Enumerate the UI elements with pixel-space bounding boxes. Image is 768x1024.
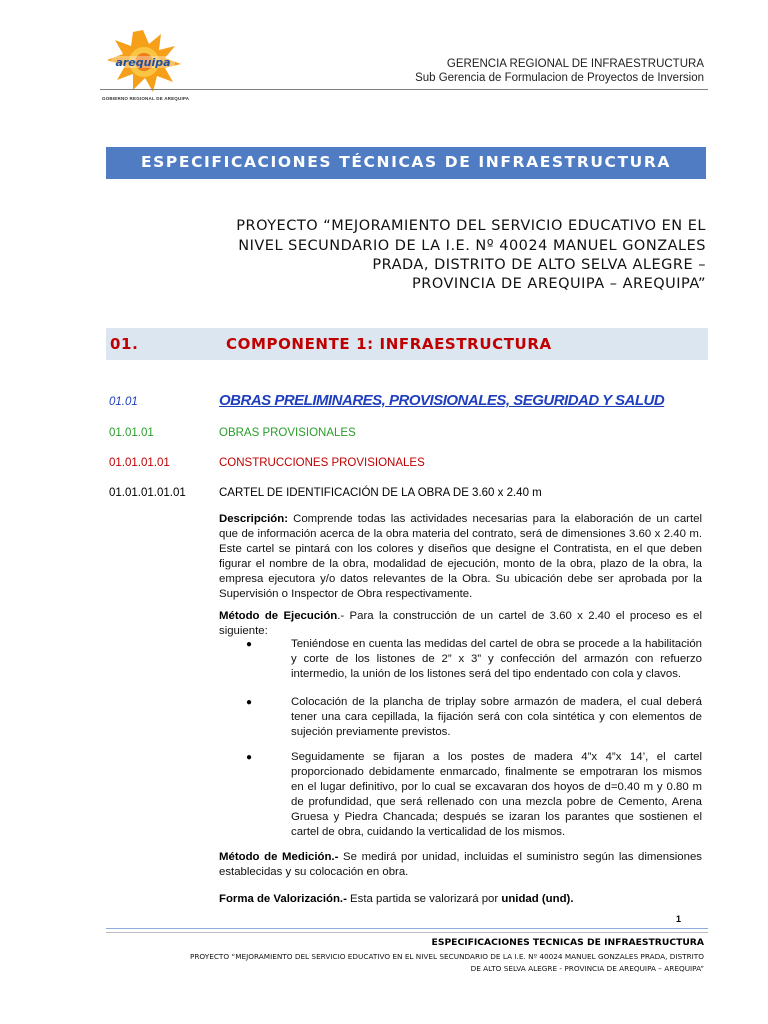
- method-label: Método de Ejecución: [219, 610, 338, 622]
- bullet-item-2: Colocación de la plancha de triplay sobre armazón de madera, el cual deberá tener una cara cepillada, la fijación será con cola sintética y con elementos de sujeción previamente previstos.: [291, 696, 702, 738]
- bullet-icon: ●: [246, 639, 253, 650]
- level-4-title: CARTEL DE IDENTIFICACIÓN DE LA OBRA DE 3.60 x 2.40 m: [219, 487, 542, 499]
- level-1-number: 01.01: [109, 396, 138, 408]
- level-3-title: CONSTRUCCIONES PROVISIONALES: [219, 457, 425, 469]
- description-paragraph: [219, 512, 702, 601]
- description-label: Descripción:: [219, 513, 288, 525]
- level-2-number: 01.01.01: [109, 427, 154, 439]
- document-title: ESPECIFICACIONES TÉCNICAS DE INFRAESTRUCTURA: [140, 153, 672, 171]
- level-2-title: OBRAS PROVISIONALES: [219, 427, 356, 439]
- description-text: Comprende todas las actividades necesarias para la elaboración de un cartel que de información acerca de la obra materia del contrato, será de dimensiones 3.60 x 2.40 m. Este cartel se pintará con los colores y diseños que designe el Contratista, en el que deben figurar el nombre de la obra, modalidad de ejecución, monto de la obra, plazo de la obra, la empresa ejecutora y/o datos relevantes de la Obra. Su ubicación debe ser aprobada por la Supervisión o Inspector de Obra respectivamente.: [219, 513, 702, 600]
- footer-line-2: DE ALTO SELVA ALEGRE - PROVINCIA DE AREQUIPA – AREQUIPA”: [470, 964, 704, 973]
- project-line-4: PROVINCIA DE AREQUIPA – AREQUIPA”: [412, 276, 706, 292]
- header-rule: [100, 89, 708, 90]
- measurement-label: Método de Medición.-: [219, 851, 339, 863]
- method-paragraph: [219, 609, 702, 639]
- bullet-item-3: Seguidamente se fijaran a los postes de madera 4”x 4”x 14’, el cartel proporcionado debidamente enmarcado, finalmente se empotraran los mismos en el lugar definitivo, por lo cual se excavaran dos hoyos de d=0.40 m y 0.80 m de profundidad, que será rellenado con una mezcla pobre de Cemento, Arena Gruesa y Piedra Chancada; después se izaran los parantes que sostienen el cartel de obra, cuidando la verticalidad de los mismos.: [291, 751, 702, 838]
- valuation-text: Esta partida se valorizará por: [346, 893, 502, 905]
- valuation-unit: unidad (und).: [501, 893, 574, 905]
- page-number: 1: [676, 914, 682, 924]
- measurement-paragraph: [219, 850, 702, 880]
- component-number: 01.: [110, 335, 139, 353]
- component-title: COMPONENTE 1: INFRAESTRUCTURA: [226, 335, 552, 353]
- method-text: .- Para la construcción de un cartel de 3.60 x 2.40 el proceso es el siguiente:: [219, 610, 702, 637]
- page-rule: [106, 928, 708, 929]
- measurement-text: Se medirá por unidad, incluidas el suministro según las dimensiones establecidas y su colocación en obra.: [219, 851, 702, 878]
- level-4-number: 01.01.01.01.01: [109, 487, 186, 499]
- level-1-title: OBRAS PRELIMINARES, PROVISIONALES, SEGURIDAD Y SALUD: [219, 392, 665, 409]
- level-3-number: 01.01.01.01: [109, 457, 170, 469]
- project-line-1: PROYECTO “MEJORAMIENTO DEL SERVICIO EDUCATIVO EN EL: [236, 218, 706, 234]
- header-line-1: GERENCIA REGIONAL DE INFRAESTRUCTURA: [446, 58, 704, 70]
- bullet-item-1: Teniéndose en cuenta las medidas del cartel de obra se procede a la habilitación y corte de los listones de 2” x 3” y confección del armazón con refuerzo intermedio, la unión de los listones será del tipo endentado con cola y clavos.: [291, 638, 702, 680]
- footer-rule: [106, 932, 708, 933]
- project-line-2: NIVEL SECUNDARIO DE LA I.E. Nº 40024 MANUEL GONZALES: [238, 238, 706, 254]
- logo-caption: GOBIERNO REGIONAL DE AREQUIPA: [102, 96, 190, 101]
- svg-text:arequipa: arequipa: [115, 56, 171, 69]
- header-line-2: Sub Gerencia de Formulacion de Proyectos de Inversion: [415, 72, 704, 84]
- arequipa-logo: [103, 28, 183, 94]
- project-line-3: PRADA, DISTRITO DE ALTO SELVA ALEGRE –: [372, 257, 706, 273]
- valuation-paragraph: [219, 892, 702, 907]
- footer-title: ESPECIFICACIONES TECNICAS DE INFRAESTRUCTURA: [431, 937, 704, 948]
- bullet-icon: ●: [246, 752, 253, 763]
- bullet-icon: ●: [246, 697, 253, 708]
- valuation-label: Forma de Valorización.-: [219, 893, 347, 905]
- footer-line-1: PROYECTO “MEJORAMIENTO DEL SERVICIO EDUCATIVO EN EL NIVEL SECUNDARIO DE LA I.E. Nº 40024 MANUEL GONZALES PRADA, DISTRITO: [189, 952, 704, 961]
